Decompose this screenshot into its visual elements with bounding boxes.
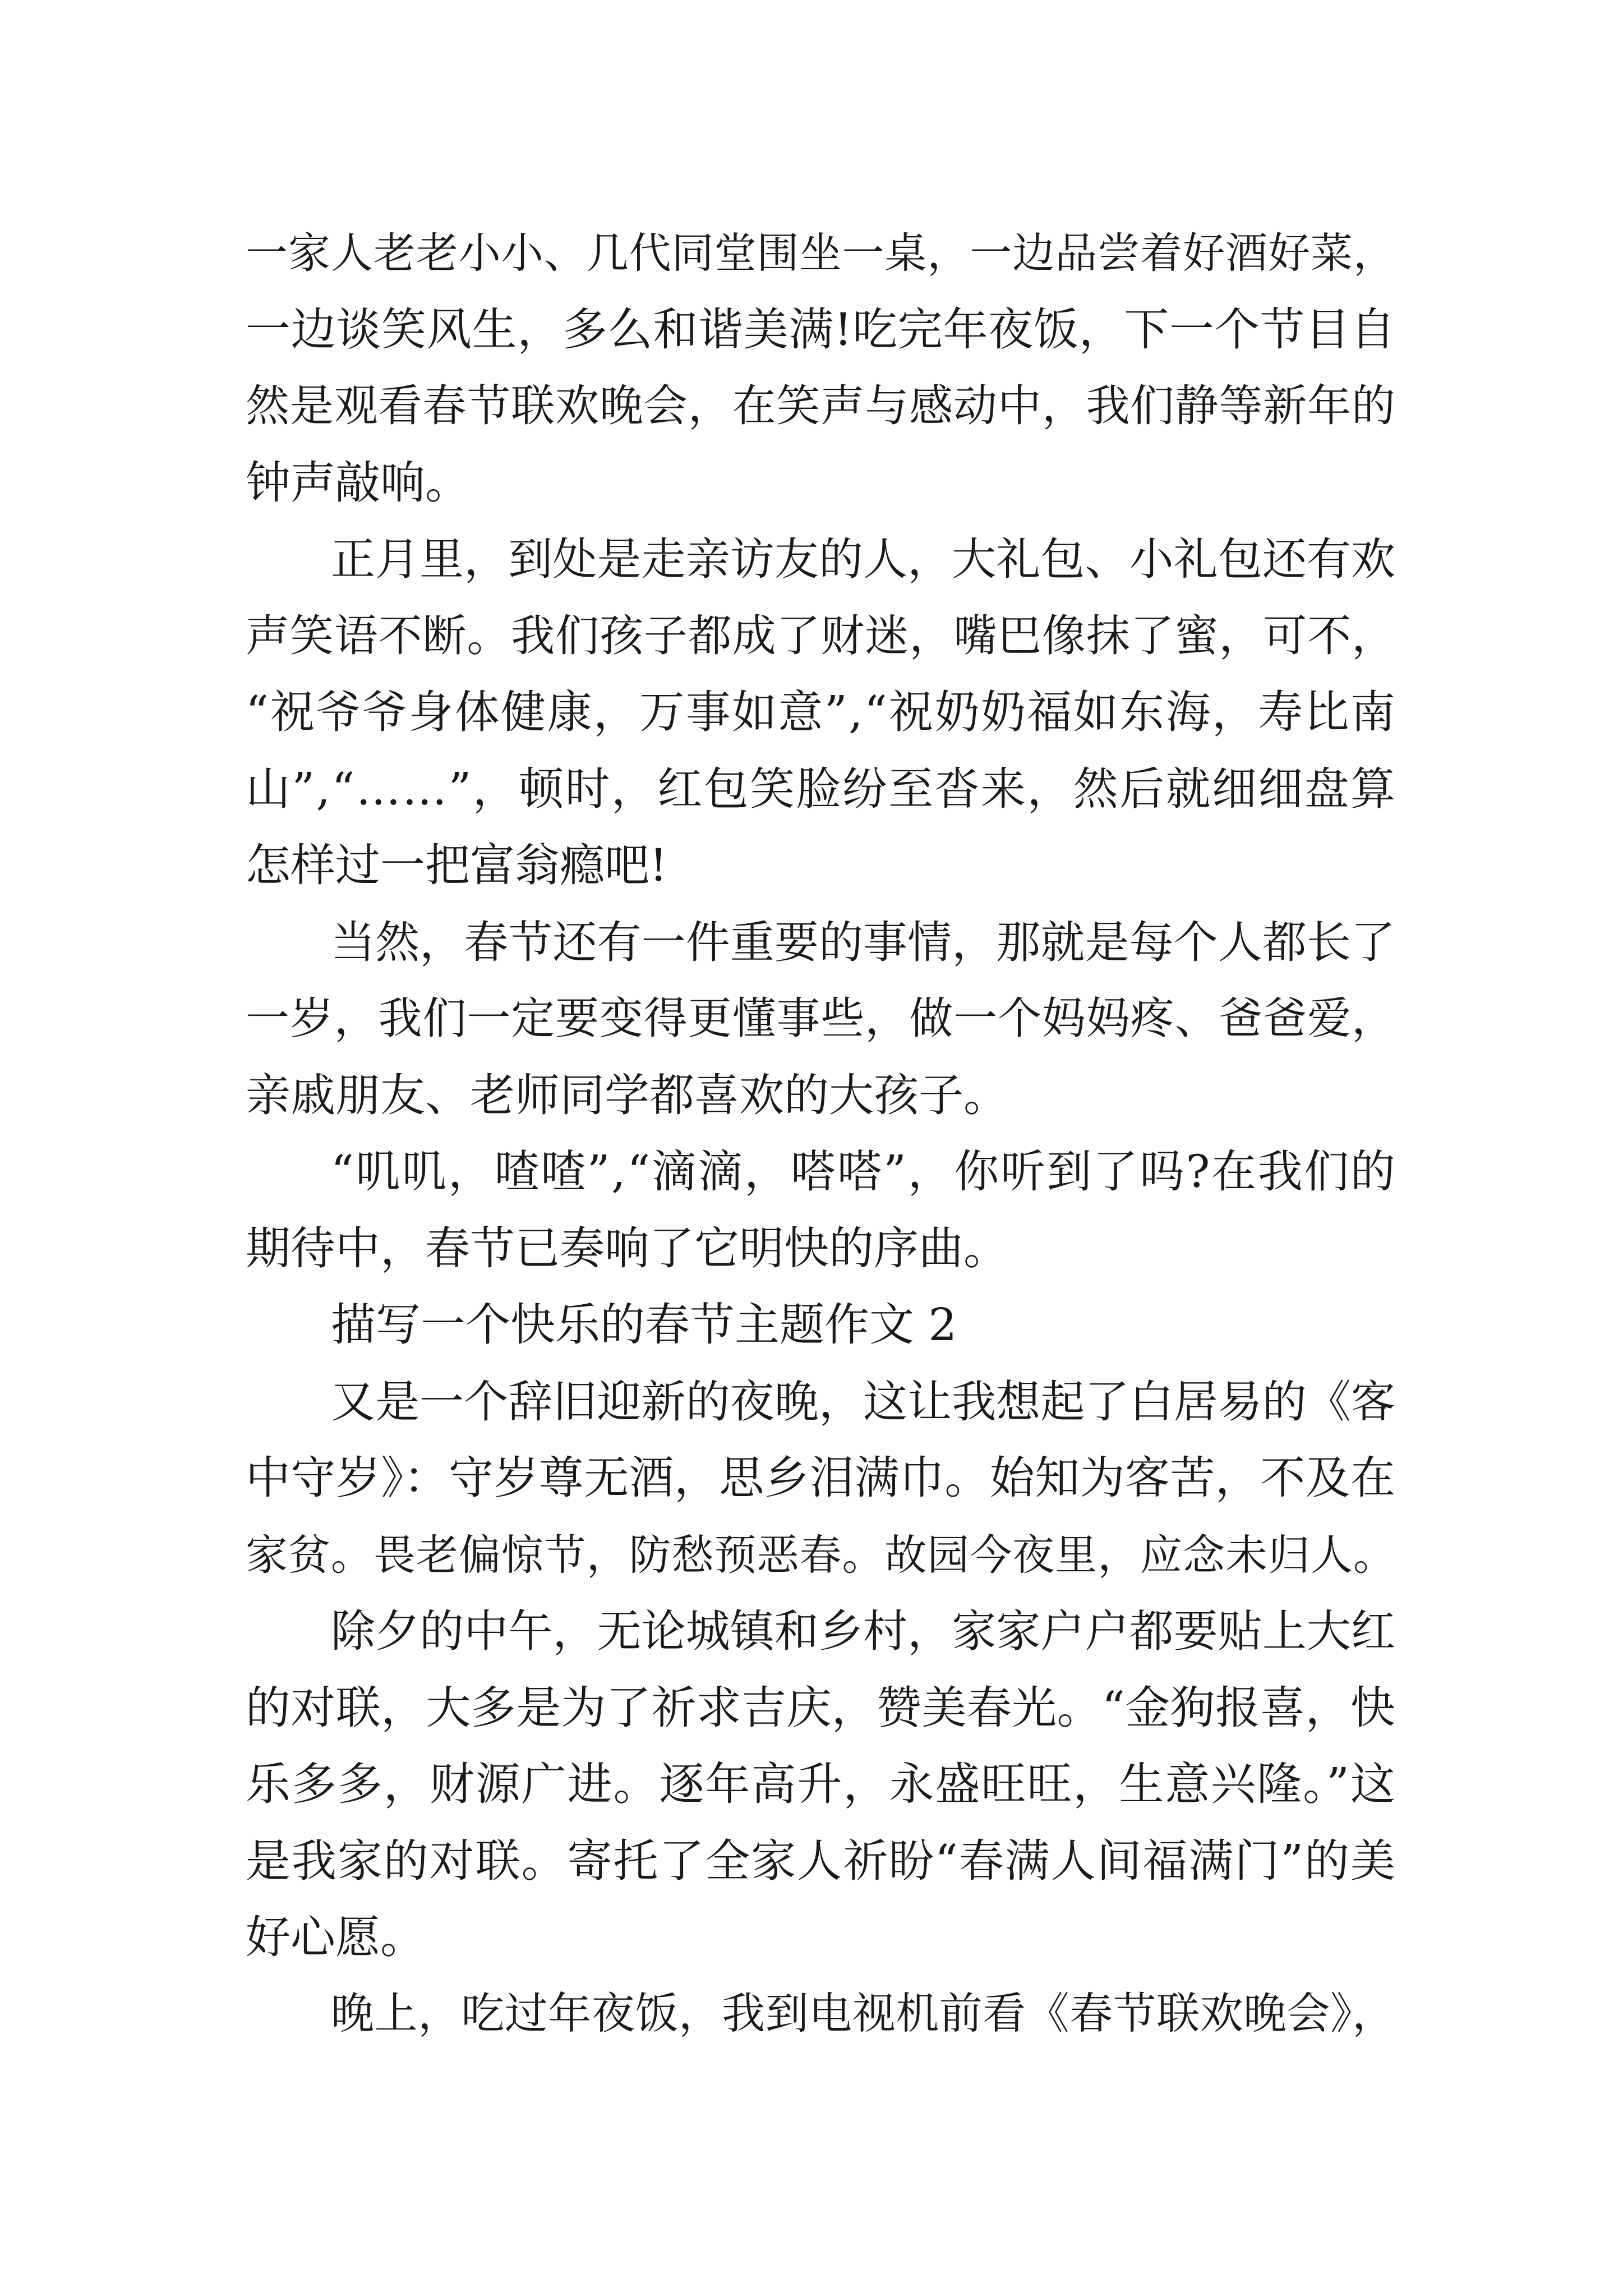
text-line: “叽叽，喳喳”,“滴滴，嗒嗒”，你听到了吗?在我们的 [331, 1145, 1397, 1198]
text-line: 一岁，我们一定要变得更懂事些，做一个妈妈疼、爸爸爱， [246, 993, 1395, 1044]
text-line: 期待中，春节已奏响了它明快的序曲。 [246, 1222, 1008, 1274]
text-line: 钟声敲响。 [246, 456, 470, 509]
text-line: 一边谈笑风生，多么和谐美满!吃完年夜饭，下一个节目自 [246, 303, 1396, 356]
essay-body [246, 215, 1395, 2053]
text-line: 当然，春节还有一件重要的事情，那就是每个人都长了 [331, 916, 1395, 968]
text-line: 乐多多，财源广进。逐年高升，永盛旺旺，生意兴隆。”这 [246, 1758, 1396, 1810]
text-line: 亲戚朋友、老师同学都喜欢的大孩子。 [246, 1069, 1008, 1121]
text-line: 然是观看春节联欢晚会，在笑声与感动中，我们静等新年的 [246, 381, 1395, 431]
text-line: 声笑语不断。我们孩子都成了财迷，嘴巴像抹了蜜，可不， [246, 610, 1395, 661]
text-line: 是我家的对联。寄托了全家人祈盼“春满人间福满门”的美 [246, 1834, 1396, 1887]
text-line: 好心愿。 [246, 1911, 425, 1963]
text-line: 又是一个辞旧迎新的夜晚，这让我想起了白居易的《客 [331, 1375, 1395, 1428]
text-line: 家贫。畏老偏惊节，防愁预恶春。故园今夜里，应念未归人。 [246, 1530, 1395, 1580]
text-line: 山”,“……”，顿时，红包笑脸纷至沓来，然后就细细盘算 [246, 762, 1397, 815]
text-line: “祝爷爷身体健康，万事如意”,“祝奶奶福如东海，寿比南 [246, 686, 1397, 738]
text-line: 中守岁》：守岁尊无酒，思乡泪满巾。始知为客苦，不及在 [246, 1452, 1396, 1504]
text-line: 除夕的中午，无论城镇和乡村，家家户户都要贴上大红 [331, 1605, 1395, 1657]
text-line: 晚上，吃过年夜饭，我到电视机前看《春节联欢晚会》， [331, 1989, 1395, 2039]
text-line: 正月里，到处是走亲访友的人，大礼包、小礼包还有欢 [331, 533, 1395, 585]
text-line: 描写一个快乐的春节主题作文 2 [331, 1299, 957, 1351]
text-line: 怎样过一把富翁瘾吧! [246, 839, 668, 891]
text-line: 的对联，大多是为了祈求吉庆，赞美春光。“金狗报喜，快 [246, 1681, 1396, 1734]
text-line: 一家人老老小小、几代同堂围坐一桌，一边品尝着好酒好菜， [246, 228, 1395, 278]
